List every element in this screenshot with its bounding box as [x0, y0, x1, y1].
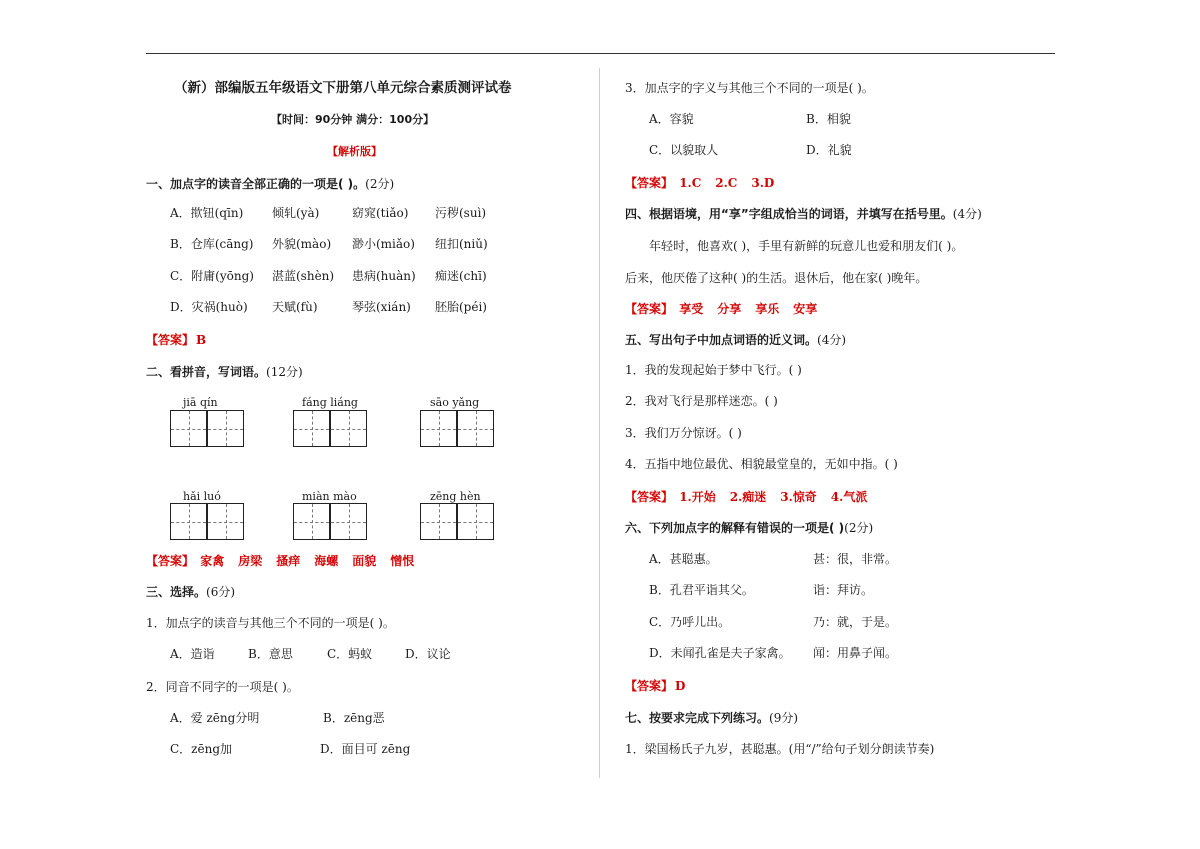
q1-answer: [146, 332, 206, 348]
q4-passage-line: 后来，他厌倦了这种( )的生活。退休后，他在家( )晚年。: [625, 271, 928, 285]
q2-points: (12分): [266, 365, 303, 379]
q3-sub1-option: C．蚂蚁: [327, 647, 373, 661]
q4-answer-word: 分享: [717, 302, 742, 316]
q2-answer-word: 面貌: [352, 554, 377, 568]
q3-sub1-option: A．造诣: [170, 647, 215, 661]
q1-heading-text: 一、加点字的读音全部正确的一项是( )。: [146, 177, 366, 191]
q1-option: B．仓库(cāng): [170, 237, 254, 251]
pinyin-label: miàn mào: [302, 490, 357, 503]
q2-answer-word: 房梁: [238, 554, 263, 568]
q1-option: 琴弦(xián): [352, 300, 411, 314]
q2-heading: [146, 364, 303, 380]
q1-option: 倾轧(yà): [272, 206, 320, 220]
writing-grid-box[interactable]: [170, 410, 207, 447]
writing-grid-box[interactable]: [420, 410, 457, 447]
q6-heading-text: 六、下列加点字的解释有错误的一项是( ): [625, 521, 845, 535]
q3-sub3-option: A．容貌: [649, 112, 694, 126]
q3-sub3-option: D．礼貌: [806, 143, 852, 157]
q3-sub3-option: C．以貌取人: [649, 143, 719, 157]
q6-explanation: 甚：很，非常。: [813, 552, 898, 566]
q3-sub1-option: B．意思: [248, 647, 293, 661]
q2-answer: [146, 553, 428, 569]
q6-explanation: 闻：用鼻子闻。: [813, 646, 898, 660]
page-top-rule: [146, 53, 1055, 54]
q3-sub2-option: A．爱 zēng分明: [170, 711, 260, 725]
q5-answer-item: 4.气派: [830, 490, 868, 504]
q6-answer: [625, 678, 685, 694]
time-score-info: 【时间：90分钟 满分：100分】: [271, 113, 435, 126]
pinyin-label: jiā qín: [183, 396, 218, 409]
q3-answer: [625, 175, 788, 191]
q1-option: 天赋(fù): [272, 300, 318, 314]
q6-heading: [625, 520, 873, 536]
q1-option: D．灾祸(huò): [170, 300, 248, 314]
answer-tag: 【答案】: [146, 333, 195, 347]
q3-sub2-option: C．zēng加: [170, 742, 233, 756]
q5-item: 4．五指中地位最优、相貌最堂皇的，无如中指。( ): [625, 457, 898, 471]
q2-heading-text: 二、看拼音，写词语。: [146, 365, 267, 379]
q3-answer-item: 1.C: [679, 176, 702, 190]
pinyin-label: fáng liáng: [302, 396, 358, 409]
writing-grid-box[interactable]: [457, 503, 494, 540]
q1-option: 污秽(suì): [435, 206, 487, 220]
q7-points: (9分): [769, 711, 799, 725]
q5-answer-item: 2.痴迷: [729, 490, 767, 504]
q2-answer-word: 家禽: [200, 554, 225, 568]
q2-answer-word: 搔痒: [276, 554, 301, 568]
pinyin-label: sāo yǎng: [430, 396, 480, 409]
answer-tag: 【答案】: [625, 176, 674, 190]
answer-tag: 【答案】: [625, 490, 674, 504]
q1-option: 湛蓝(shèn): [272, 269, 335, 283]
q6-explanation: 诣：拜访。: [813, 583, 874, 597]
writing-grid-box[interactable]: [207, 410, 244, 447]
answer-tag: 【答案】: [625, 679, 674, 693]
q1-option: 外貌(mào): [272, 237, 332, 251]
q3-sub2-option: B．zēng恶: [323, 711, 385, 725]
q4-points: (4分): [952, 207, 982, 221]
writing-grid-box[interactable]: [293, 410, 330, 447]
q4-heading-text: 四、根据语境，用“享”字组成恰当的词语，并填写在括号里。: [625, 207, 953, 221]
writing-grid-box[interactable]: [170, 503, 207, 540]
q5-heading: [625, 332, 846, 348]
q6-explanation: 乃：就，于是。: [813, 615, 898, 629]
q1-option: 患病(huàn): [352, 269, 416, 283]
q3-heading-text: 三、选择。: [146, 585, 207, 599]
writing-grid-box[interactable]: [420, 503, 457, 540]
q4-answer-word: 享乐: [755, 302, 780, 316]
q6-points: (2分): [844, 521, 874, 535]
q5-item: 2．我对飞行是那样迷恋。( ): [625, 394, 778, 408]
q6-sentence: D．未闻孔雀是夫子家禽。: [649, 646, 791, 660]
q3-sub2-option: D．面目可 zēng: [320, 742, 411, 756]
q7-heading-text: 七、按要求完成下列练习。: [625, 711, 770, 725]
q1-option: 纽扣(niǔ): [435, 237, 488, 251]
q2-answer-word: 憎恨: [390, 554, 415, 568]
q3-sub1: 1．加点字的读音与其他三个不同的一项是( )。: [146, 616, 395, 630]
answer-tag: 【答案】: [625, 302, 674, 316]
q5-answer-item: 3.惊奇: [780, 490, 817, 504]
q1-option: 痴迷(chī): [435, 269, 487, 283]
pinyin-label: hǎi luó: [183, 490, 221, 503]
q7-heading: [625, 710, 798, 726]
writing-grid-box[interactable]: [207, 503, 244, 540]
q1-option: C．附庸(yōng): [170, 269, 254, 283]
writing-grid-box[interactable]: [293, 503, 330, 540]
q4-heading: [625, 206, 982, 222]
q5-answer-item: 1.开始: [679, 490, 716, 504]
writing-grid-box[interactable]: [457, 410, 494, 447]
q6-sentence: A．甚聪惠。: [649, 552, 718, 566]
q4-answer-word: 安享: [793, 302, 818, 316]
q1-heading: [146, 176, 394, 192]
q3-points: (6分): [206, 585, 236, 599]
q3-answer-item: 3.D: [751, 176, 775, 190]
answer-tag: 【答案】: [146, 554, 195, 568]
q4-passage-line: 年轻时，他喜欢( )，手里有新鲜的玩意儿也爱和朋友们( )。: [649, 239, 964, 253]
q3-heading: [146, 584, 235, 600]
paper-title: （新）部编版五年级语文下册第八单元综合素质测评试卷: [174, 80, 512, 96]
q3-sub3-option: B．相貌: [806, 112, 851, 126]
q1-answer-value: B: [196, 333, 207, 347]
q4-answer: [625, 301, 831, 317]
q5-item: 1．我的发现起始于梦中飞行。( ): [625, 363, 802, 377]
q2-answer-word: 海螺: [314, 554, 339, 568]
q3-sub3: 3．加点字的字义与其他三个不同的一项是( )。: [625, 81, 874, 95]
q5-heading-text: 五、写出句子中加点词语的近义词。: [625, 333, 818, 347]
q1-option: 胚胎(péi): [435, 300, 487, 314]
q6-sentence: B．孔君平诣其父。: [649, 583, 754, 597]
q5-answer: [625, 489, 881, 505]
q6-answer-value: D: [675, 679, 686, 693]
column-divider: [599, 68, 600, 778]
q5-points: (4分): [817, 333, 847, 347]
q1-points: (2分): [365, 177, 395, 191]
q3-sub2: 2．同音不同字的一项是( )。: [146, 680, 299, 694]
q3-sub1-option: D．议论: [405, 647, 451, 661]
q4-answer-word: 享受: [679, 302, 704, 316]
q5-item: 3．我们万分惊讶。( ): [625, 426, 742, 440]
edition-label: 【解析版】: [327, 145, 382, 158]
q1-option: 渺小(miǎo): [352, 237, 415, 251]
pinyin-label: zēng hèn: [430, 490, 481, 503]
q6-sentence: C．乃呼儿出。: [649, 615, 731, 629]
writing-grid-box[interactable]: [330, 503, 367, 540]
q1-option: 窈窕(tiǎo): [352, 206, 409, 220]
q7-item: 1．梁国杨氏子九岁，甚聪惠。(用“/”给句子划分朗读节奏): [625, 742, 935, 756]
q3-answer-item: 2.C: [715, 176, 738, 190]
q1-option: A．揿钮(qīn): [170, 206, 244, 220]
writing-grid-box[interactable]: [330, 410, 367, 447]
